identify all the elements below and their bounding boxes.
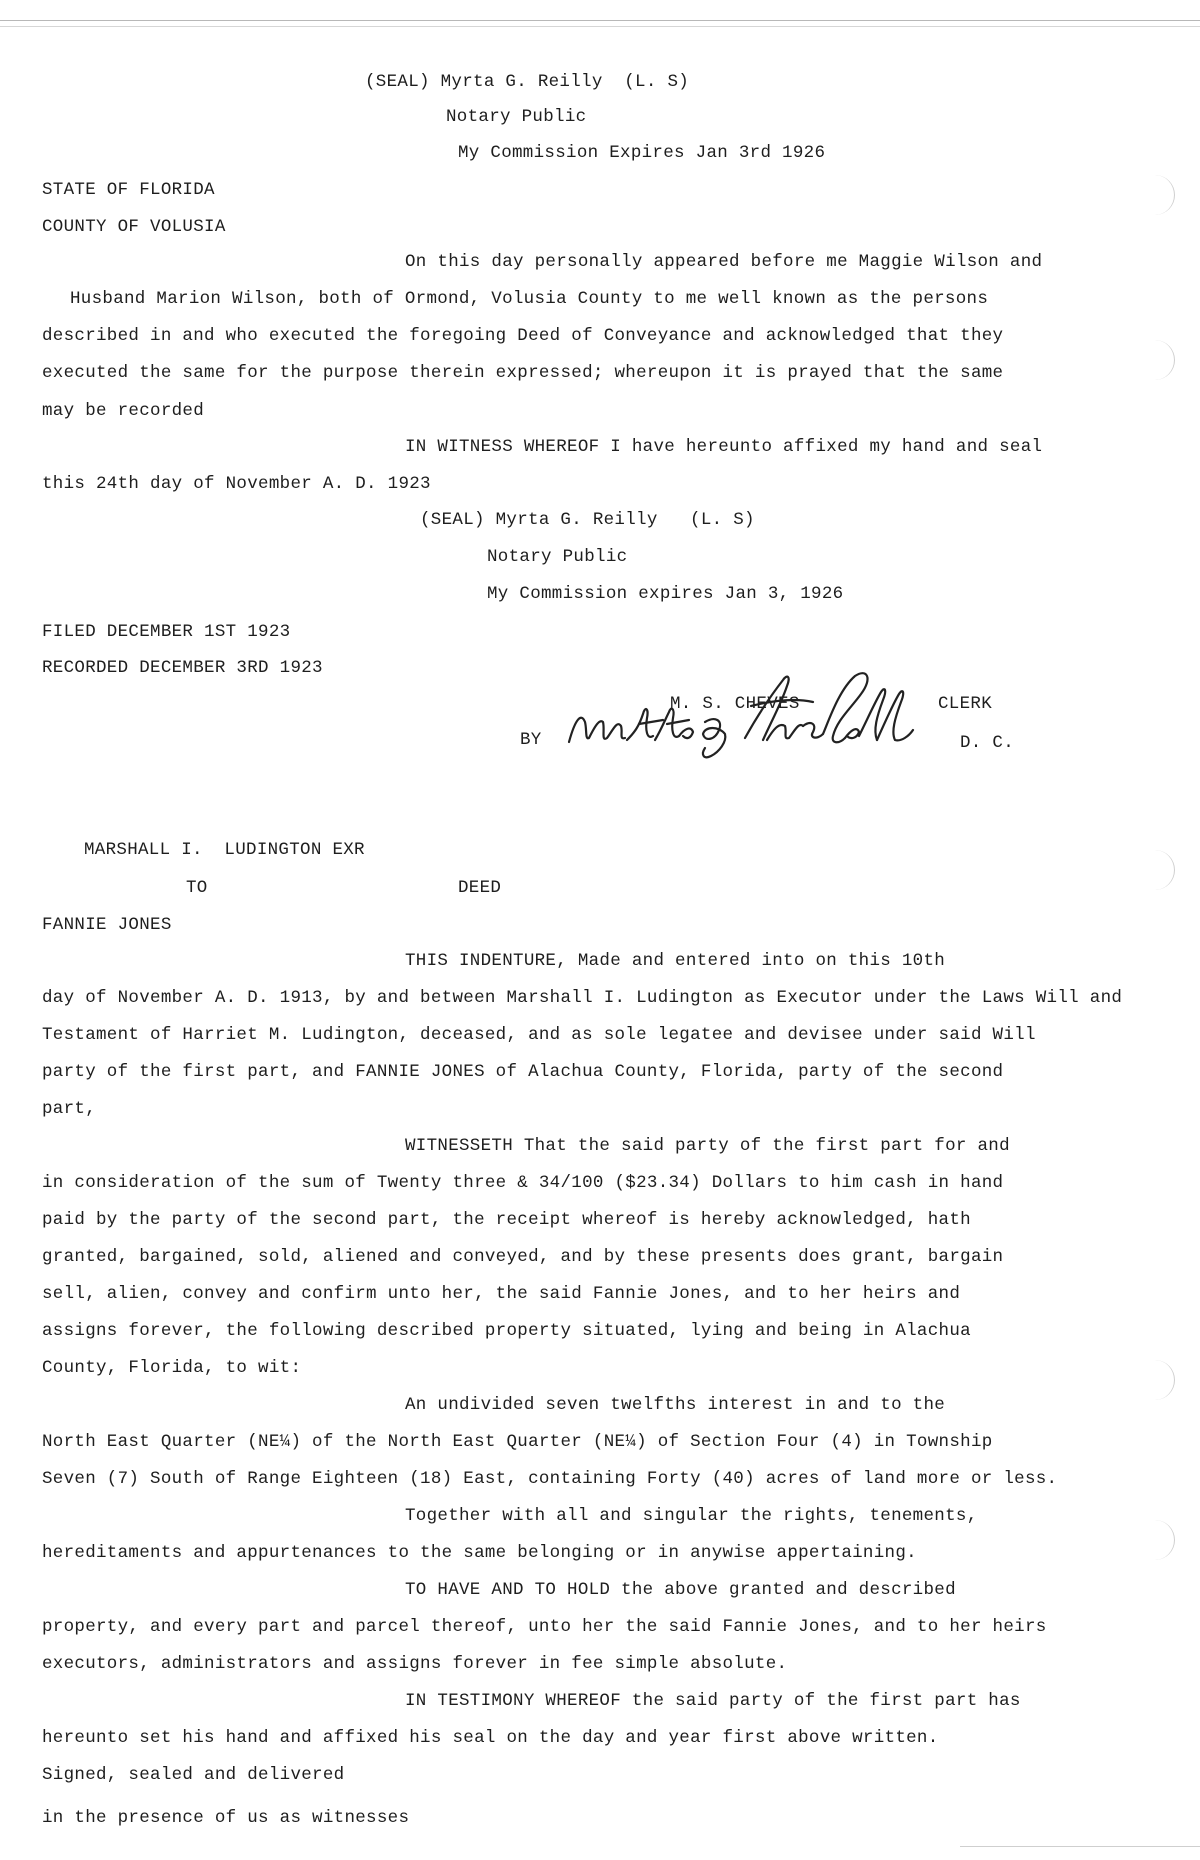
- deputy-clerk-signature: [555, 660, 925, 770]
- notary-1-commission: My Commission Expires Jan 3rd 1926: [458, 143, 826, 163]
- by-label: BY: [520, 730, 542, 750]
- venue-county: COUNTY OF VOLUSIA: [42, 217, 226, 237]
- venue-state: STATE OF FLORIDA: [42, 180, 215, 200]
- notary-1-title: Notary Public: [446, 107, 587, 127]
- deed-body-line: TO HAVE AND TO HOLD the above granted and described: [405, 1580, 956, 1600]
- deed-body-line: hereditaments and appurtenances to the same belonging or in anywise appertaining.: [42, 1543, 917, 1563]
- clerk-title: CLERK: [938, 694, 993, 714]
- top-border-line: [0, 20, 1200, 21]
- notary-2-seal-line: (SEAL) Myrta G. Reilly (L. S): [420, 510, 755, 530]
- deed-body-line: party of the first part, and FANNIE JONES of Alachua County, Florida, party of the second: [42, 1062, 1004, 1082]
- deed-body-line: THIS INDENTURE, Made and entered into on this 10th: [405, 951, 946, 971]
- punch-hole-mark: [1140, 850, 1175, 890]
- acknowledgment-line: this 24th day of November A. D. 1923: [42, 474, 431, 494]
- acknowledgment-line: may be recorded: [42, 401, 205, 421]
- filed-date: FILED DECEMBER 1ST 1923: [42, 622, 291, 642]
- deed-grantee: FANNIE JONES: [42, 915, 172, 935]
- acknowledgment-line: On this day personally appeared before me Maggie Wilson and: [405, 252, 1043, 272]
- deed-body-line: hereunto set his hand and affixed his seal on the day and year first above written.: [42, 1728, 939, 1748]
- deed-body-line: part,: [42, 1099, 97, 1119]
- acknowledgment-line: Husband Marion Wilson, both of Ormond, Volusia County to me well known as the persons: [70, 289, 989, 309]
- deed-body-line: Together with all and singular the rights, tenements,: [405, 1506, 978, 1526]
- acknowledgment-line: IN WITNESS WHEREOF I have hereunto affixed my hand and seal: [405, 437, 1043, 457]
- deed-body-line: Signed, sealed and delivered: [42, 1765, 345, 1785]
- deputy-clerk-title: D. C.: [960, 733, 1015, 753]
- deed-instrument: DEED: [458, 878, 502, 898]
- deed-body-line: sell, alien, convey and confirm unto her, the said Fannie Jones, and to her heirs and: [42, 1284, 961, 1304]
- deed-body-line: North East Quarter (NE¼) of the North East Quarter (NE¼) of Section Four (4) in Township: [42, 1432, 993, 1452]
- deed-body-line: Testament of Harriet M. Ludington, deceased, and as sole legatee and devisee under said Will: [42, 1025, 1036, 1045]
- deed-body-line: assigns forever, the following described property situated, lying and being in Alachua: [42, 1321, 971, 1341]
- deed-body-line: in consideration of the sum of Twenty three & 34/100 ($23.34) Dollars to him cash in hand: [42, 1173, 1004, 1193]
- bottom-border-line: [960, 1846, 1200, 1847]
- notary-2-title: Notary Public: [487, 547, 628, 567]
- acknowledgment-line: executed the same for the purpose therein expressed; whereupon it is prayed that the same: [42, 363, 1004, 383]
- punch-hole-mark: [1140, 1360, 1175, 1400]
- deed-body-line: paid by the party of the second part, the receipt whereof is hereby acknowledged, hath: [42, 1210, 971, 1230]
- punch-hole-mark: [1140, 1520, 1175, 1560]
- deed-body-line: IN TESTIMONY WHEREOF the said party of the first part has: [405, 1691, 1021, 1711]
- deed-body-line: executors, administrators and assigns forever in fee simple absolute.: [42, 1654, 788, 1674]
- deed-body-line: Seven (7) South of Range Eighteen (18) East, containing Forty (40) acres of land more or less.: [42, 1469, 1058, 1489]
- deed-body-line: in the presence of us as witnesses: [42, 1808, 410, 1828]
- notary-2-commission: My Commission expires Jan 3, 1926: [487, 584, 844, 604]
- top-border-line-secondary: [0, 26, 1200, 27]
- deed-to: TO: [186, 878, 208, 898]
- deed-body-line: An undivided seven twelfths interest in and to the: [405, 1395, 946, 1415]
- notary-1-seal-line: (SEAL) Myrta G. Reilly (L. S): [365, 72, 690, 92]
- recorded-date: RECORDED DECEMBER 3RD 1923: [42, 658, 323, 678]
- punch-hole-mark: [1140, 340, 1175, 380]
- clerk-name: M. S. CHEVES: [670, 694, 800, 714]
- deed-body-line: WITNESSETH That the said party of the first part for and: [405, 1136, 1010, 1156]
- deed-body-line: County, Florida, to wit:: [42, 1358, 302, 1378]
- punch-hole-mark: [1140, 175, 1175, 215]
- deed-grantor: MARSHALL I. LUDINGTON EXR: [84, 840, 365, 860]
- deed-body-line: granted, bargained, sold, aliened and conveyed, and by these presents does grant, bargain: [42, 1247, 1004, 1267]
- acknowledgment-line: described in and who executed the foregoing Deed of Conveyance and acknowledged that they: [42, 326, 1004, 346]
- deed-body-line: property, and every part and parcel thereof, unto her the said Fannie Jones, and to her heirs: [42, 1617, 1047, 1637]
- deed-body-line: day of November A. D. 1913, by and between Marshall I. Ludington as Executor under the Laws Will and: [42, 988, 1123, 1008]
